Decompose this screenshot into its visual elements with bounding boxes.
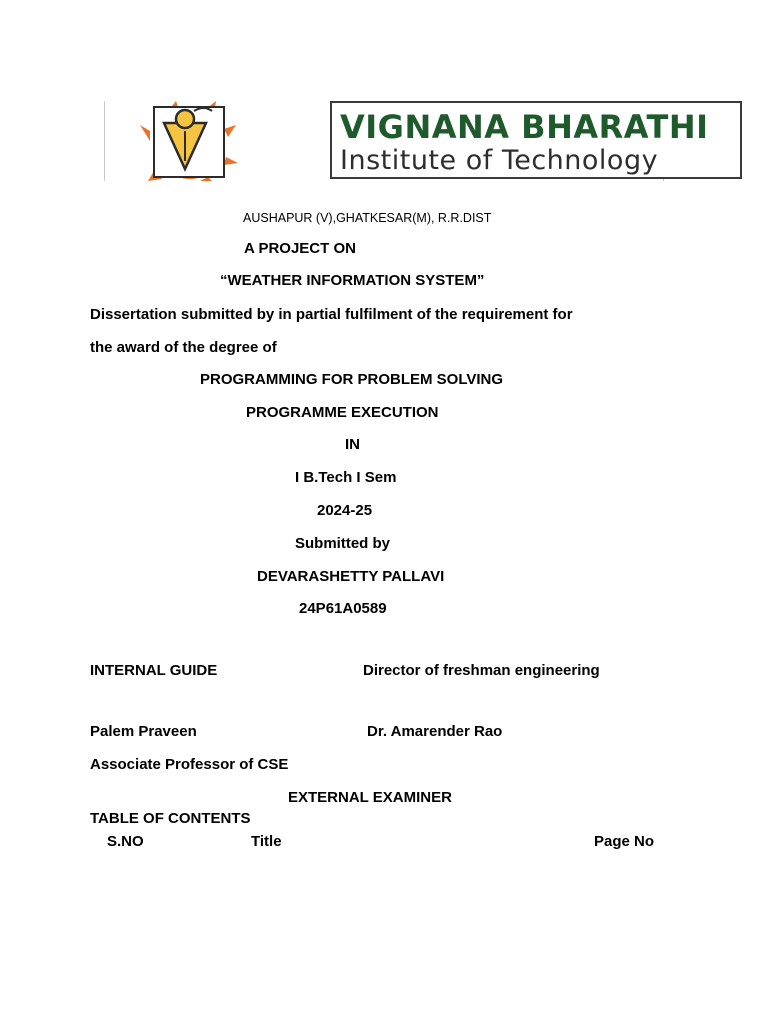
director-label: Director of freshman engineering: [363, 662, 600, 679]
submitted-by-label: Submitted by: [295, 535, 391, 552]
guide-name: Palem Praveen: [90, 723, 197, 740]
dissertation-line-1: Dissertation submitted by in partial fulfilment of the requirement for: [90, 306, 573, 323]
semester: I B.Tech I Sem: [295, 469, 397, 486]
institute-name: VIGNANA BHARATHI: [340, 108, 709, 146]
roll-number: 24P61A0589: [299, 600, 387, 617]
banner-left-edge: [104, 101, 105, 181]
academic-year: 2024-25: [317, 502, 373, 519]
director-name: Dr. Amarender Rao: [367, 723, 503, 740]
toc-column-page-no: Page No: [594, 833, 655, 850]
project-heading: A PROJECT ON: [244, 240, 356, 257]
programme-execution: PROGRAMME EXECUTION: [246, 404, 439, 421]
in-text: IN: [345, 436, 360, 453]
institute-emblem-icon: [128, 101, 324, 181]
project-title: “WEATHER INFORMATION SYSTEM”: [220, 272, 485, 289]
institute-subtitle: Institute of Technology: [340, 145, 659, 176]
toc-heading: TABLE OF CONTENTS: [90, 810, 251, 827]
student-name: DEVARASHETTY PALLAVI: [257, 568, 445, 585]
toc-column-title: Title: [251, 833, 282, 850]
institute-logo-banner: [104, 101, 709, 181]
subject-name: PROGRAMMING FOR PROBLEM SOLVING: [200, 371, 504, 388]
internal-guide-label: INTERNAL GUIDE: [90, 662, 218, 679]
toc-column-sno: S.NO: [107, 833, 144, 850]
external-examiner-label: EXTERNAL EXAMINER: [288, 789, 452, 806]
institute-address: AUSHAPUR (V),GHATKESAR(M), R.R.DIST: [243, 211, 492, 225]
dissertation-line-2: the award of the degree of: [90, 339, 277, 356]
institute-name-box: [330, 101, 742, 179]
guide-designation: Associate Professor of CSE: [90, 756, 289, 773]
